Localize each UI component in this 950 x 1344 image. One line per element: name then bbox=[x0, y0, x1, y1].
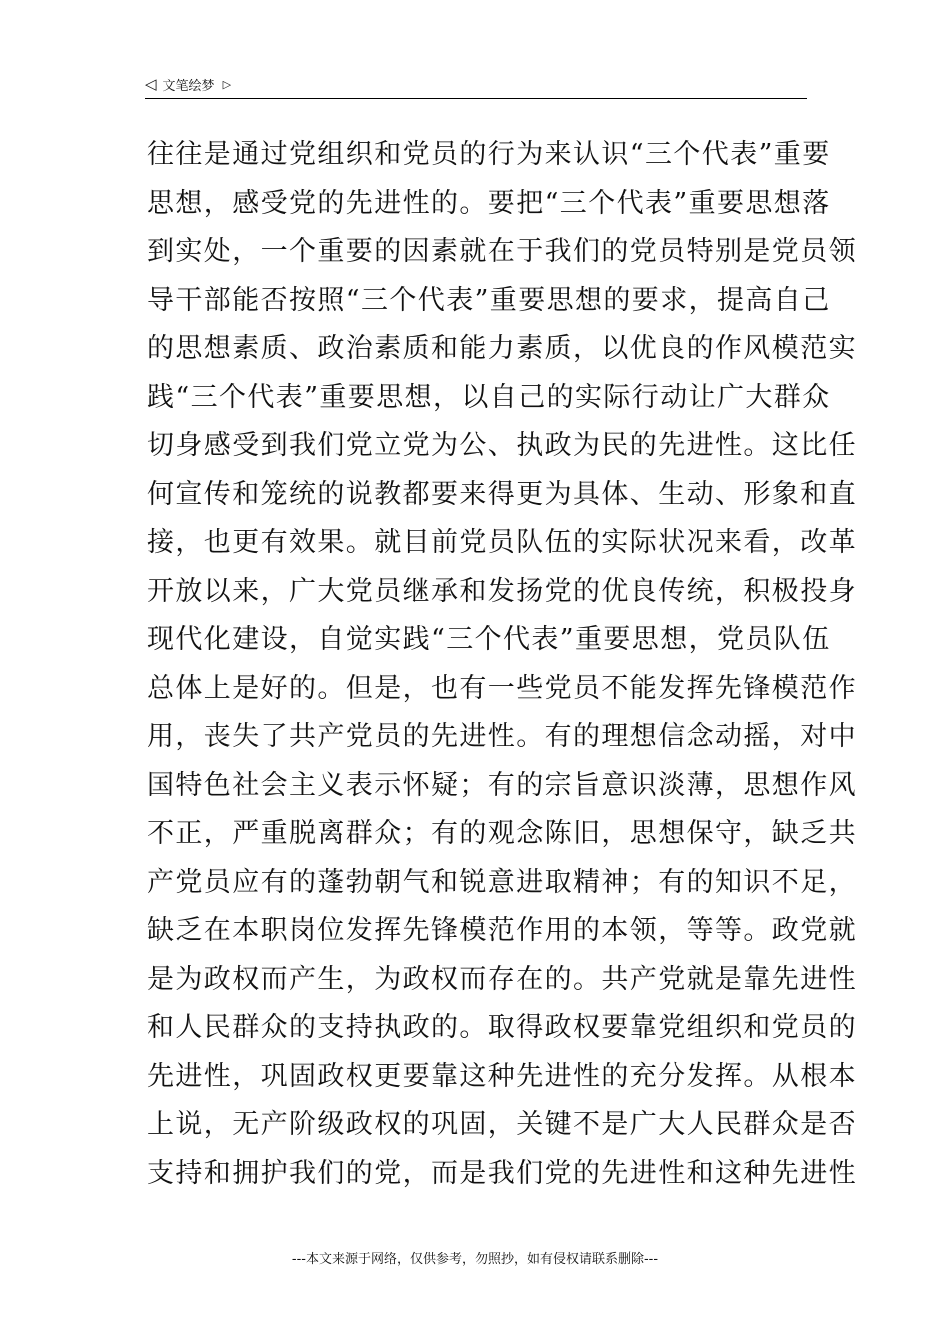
text-line: 不正，严重脱离群众；有的观念陈旧，思想保守，缺乏共 bbox=[147, 818, 857, 849]
text-line: 导干部能否按照“三个代表”重要思想的要求，提高自己 bbox=[147, 284, 831, 316]
text-line: 切身感受到我们党立党为公、执政为民的先进性。这比任 bbox=[147, 430, 857, 461]
right-triangle-icon: ▷ bbox=[222, 77, 232, 91]
text-line: 是为政权而产生，为政权而存在的。共产党就是靠先进性 bbox=[147, 963, 857, 995]
text-line: 用，丧失了共产党员的先进性。有的理想信念动摇，对中 bbox=[147, 721, 857, 752]
text-line: 产党员应有的蓬勃朝气和锐意进取精神；有的知识不足， bbox=[147, 866, 857, 898]
text-line: 先进性，巩固政权更要靠这种先进性的充分发挥。从根本 bbox=[147, 1060, 857, 1092]
text-line: 国特色社会主义表示怀疑；有的宗旨意识淡薄，思想作风 bbox=[147, 769, 857, 801]
text-line: 到实处，一个重要的因素就在于我们的党员特别是党员领 bbox=[147, 236, 857, 267]
footer-notice: ---本文来源于网络，仅供参考，勿照抄，如有侵权请联系删除--- bbox=[291, 1252, 659, 1267]
text-line: 支持和拥护我们的党，而是我们党的先进性和这种先进性 bbox=[147, 1157, 857, 1189]
text-line: 何宣传和笼统的说教都要来得更为具体、生动、形象和直 bbox=[147, 478, 857, 510]
text-line: 接，也更有效果。就目前党员队伍的实际状况来看，改革 bbox=[147, 527, 857, 558]
text-line: 总体上是好的。但是，也有一些党员不能发挥先锋模范作 bbox=[147, 672, 857, 704]
text-line: 往往是通过党组织和党员的行为来认识“三个代表”重要 bbox=[147, 139, 831, 170]
left-triangle-icon: ◁ bbox=[145, 74, 157, 93]
text-line: 践“三个代表”重要思想，以自己的实际行动让广大群众 bbox=[147, 381, 831, 413]
text-line: 开放以来，广大党员继承和发扬党的优良传统，积极投身 bbox=[147, 575, 857, 607]
text-line: 现代化建设，自觉实践“三个代表”重要思想，党员队伍 bbox=[147, 624, 831, 655]
text-line: 的思想素质、政治素质和能力素质，以优良的作风模范实 bbox=[147, 333, 857, 364]
text-line: 和人民群众的支持执政的。取得政权要靠党组织和党员的 bbox=[147, 1012, 857, 1043]
document-body bbox=[147, 131, 857, 1198]
text-line: 上说，无产阶级政权的巩固，关键不是广大人民群众是否 bbox=[147, 1109, 857, 1140]
text-line: 思想，感受党的先进性的。要把“三个代表”重要思想落 bbox=[147, 187, 831, 219]
page-header bbox=[145, 70, 807, 99]
text-line: 缺乏在本职岗位发挥先锋模范作用的本领，等等。政党就 bbox=[147, 915, 857, 946]
header-title: 文笔绘梦 bbox=[162, 78, 215, 94]
